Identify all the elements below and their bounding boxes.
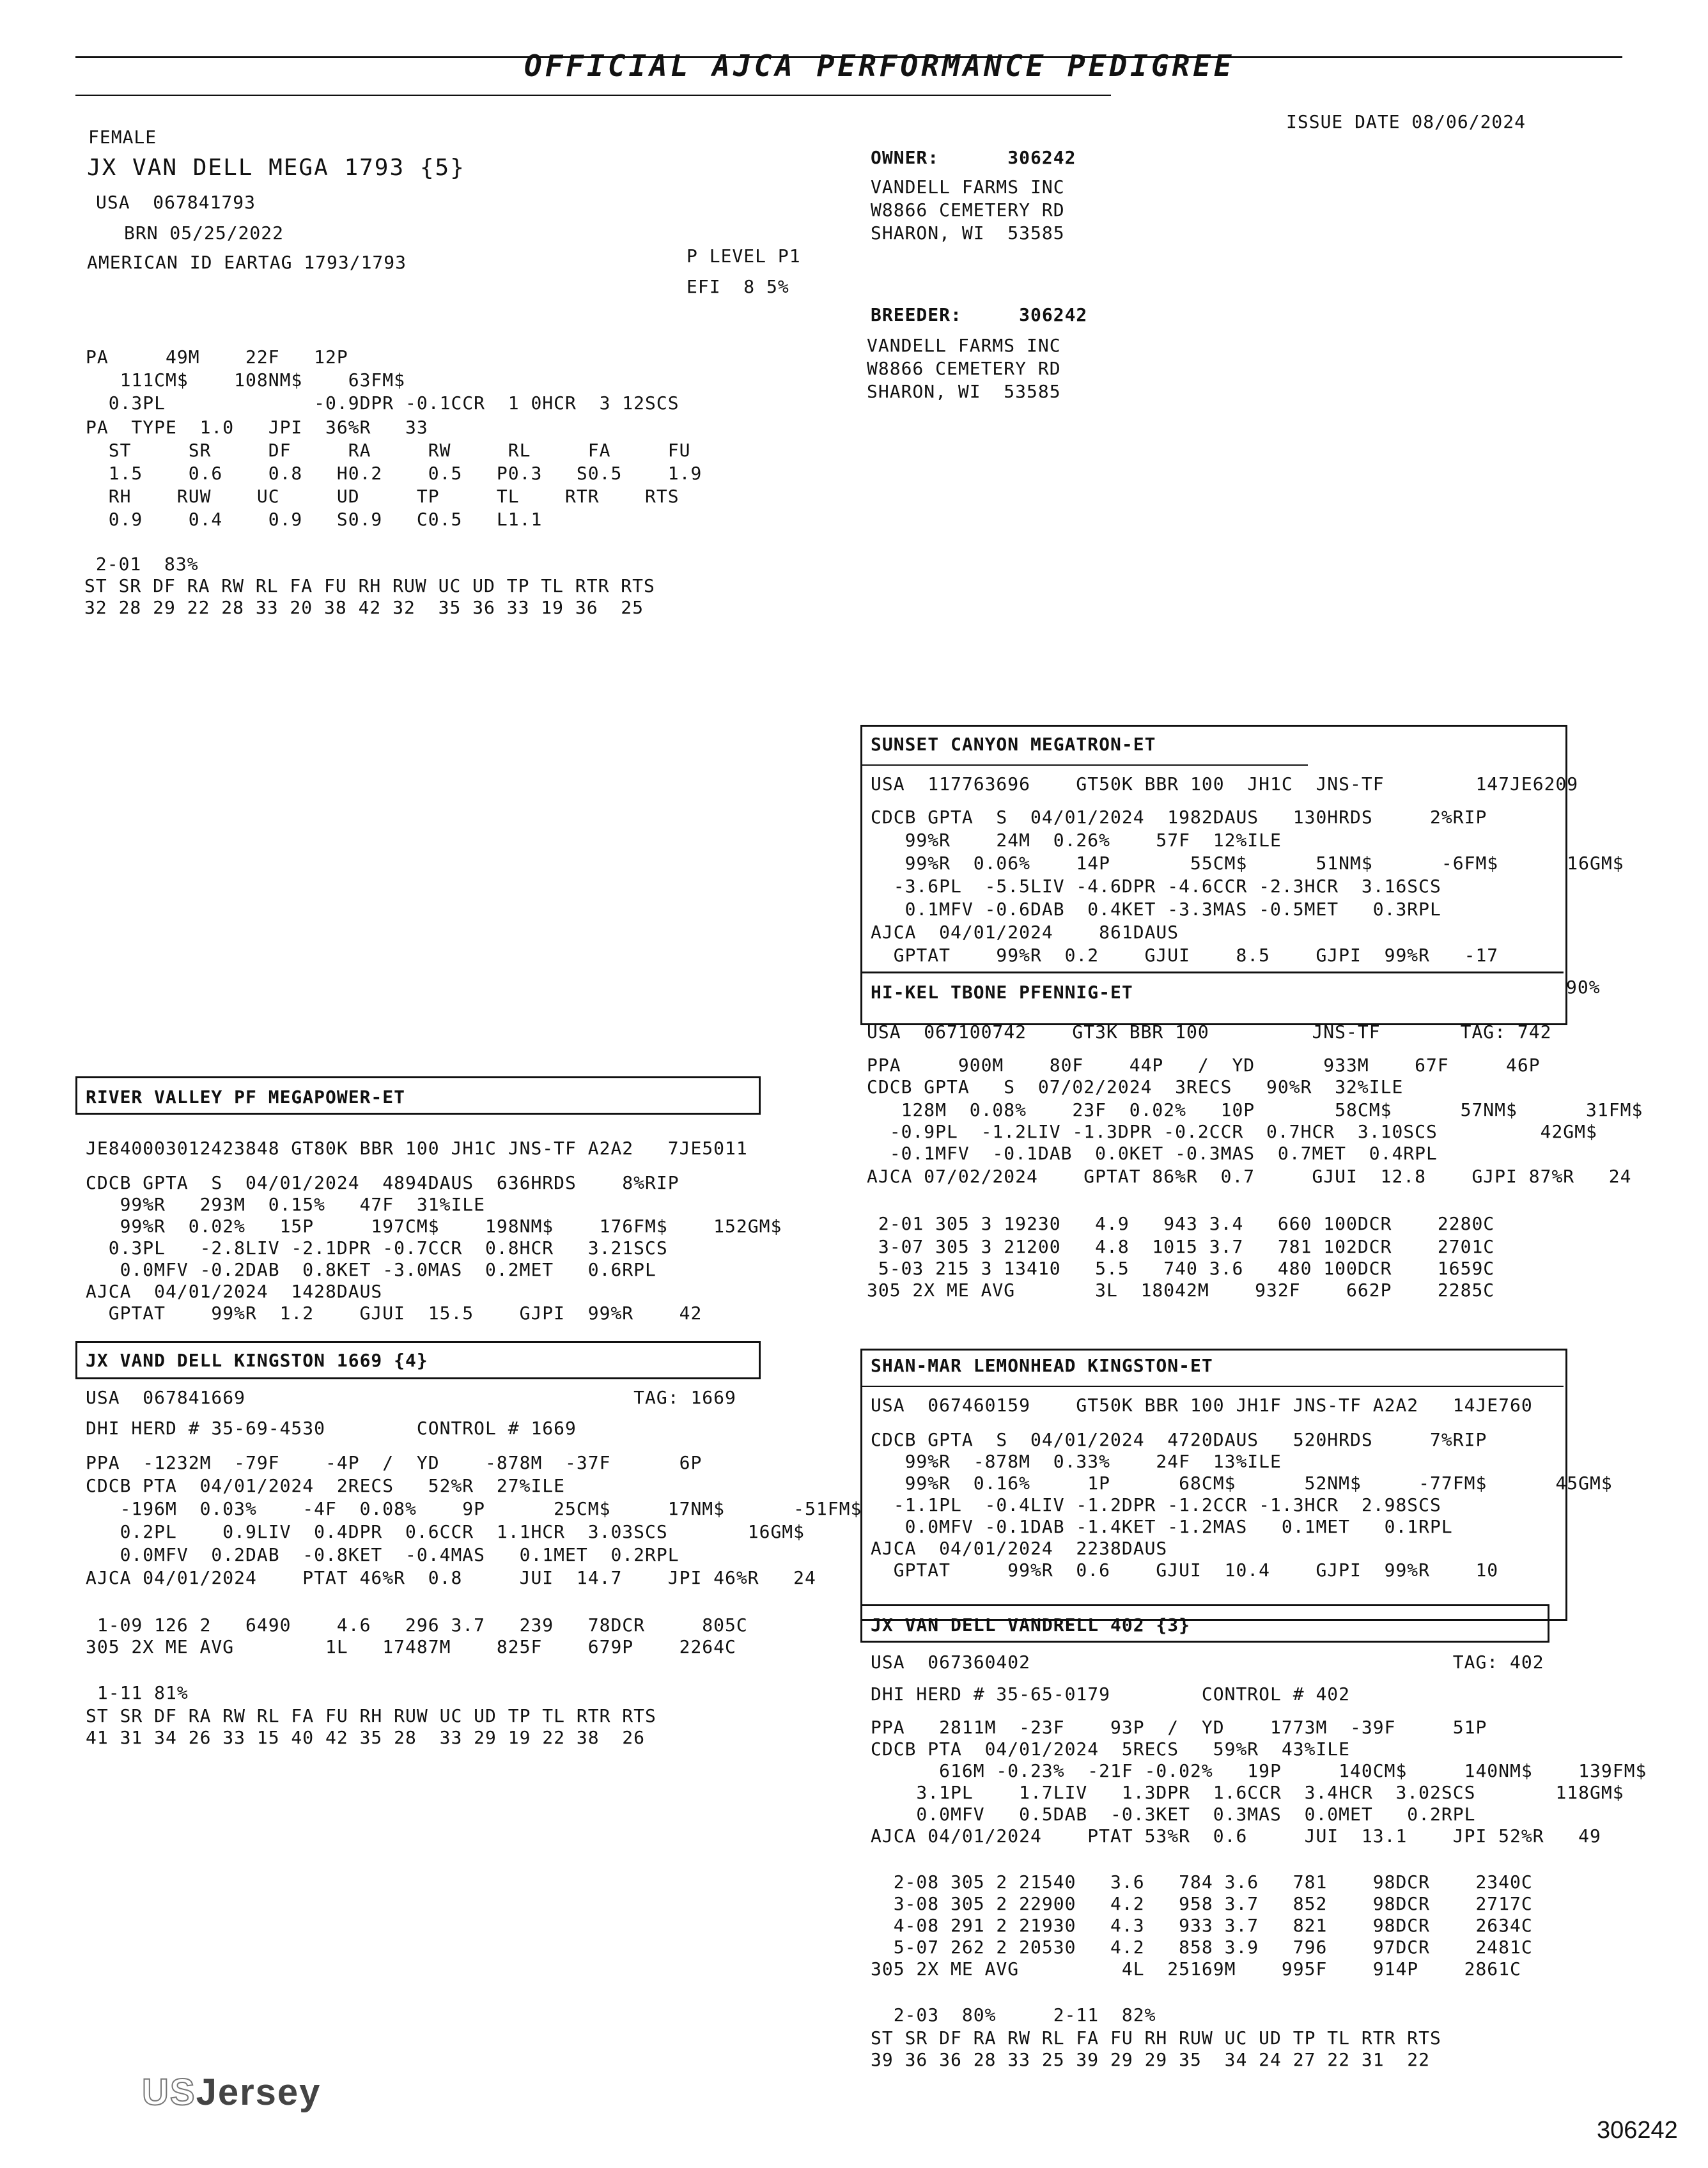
sire-sire-line: GPTAT 99%R 0.2 GJUI 8.5 GJPI 99%R -17 — [871, 945, 1499, 966]
sire-line: 0.0MFV -0.2DAB 0.8KET -3.0MAS 0.2MET 0.6RPL — [86, 1259, 656, 1280]
dam-dam-line: AJCA 04/01/2024 PTAT 53%R 0.6 JUI 13.1 JPI 52%R 49 — [871, 1825, 1601, 1847]
dam-name: JX VAND DELL KINGSTON 1669 {4} — [86, 1350, 428, 1371]
dam-line: -196M 0.03% -4F 0.08% 9P 25CM$ 17NM$ -51FM$ — [86, 1498, 862, 1519]
sire-sire-line: -3.6PL -5.5LIV -4.6DPR -4.6CCR -2.3HCR 3.16SCS — [871, 876, 1441, 897]
dam-dam-line: 0.0MFV 0.5DAB -0.3KET 0.3MAS 0.0MET 0.2RPL — [871, 1804, 1476, 1825]
issue-date: ISSUE DATE 08/06/2024 — [1286, 111, 1526, 132]
dam-line: 1-09 126 2 6490 4.6 296 3.7 239 78DCR 805C — [86, 1614, 748, 1636]
sire-dam-top-rule — [860, 972, 1564, 973]
sire-dam-line: 3-07 305 3 21200 4.8 1015 3.7 781 102DCR 2701C — [867, 1236, 1495, 1257]
sire-dam-line: USA 067100742 GT3K BBR 100 JNS-TF TAG: 742 — [867, 1021, 1552, 1042]
animal-name: JX VAN DELL MEGA 1793 {5} — [87, 155, 465, 181]
owner-line: VANDELL FARMS INC — [871, 176, 1065, 197]
class-line: 2-01 83% — [84, 554, 199, 575]
sire-name: RIVER VALLEY PF MEGAPOWER-ET — [86, 1087, 406, 1108]
sire-dam-line: AJCA 07/02/2024 GPTAT 86%R 0.7 GJUI 12.8 GJPI 87%R 24 — [867, 1166, 1632, 1187]
page-number: 306242 — [1597, 2117, 1678, 2144]
p-level: P LEVEL P1 — [687, 245, 801, 267]
dam-dam-line: ST SR DF RA RW RL FA FU RH RUW UC UD TP TL RTR RTS — [871, 2027, 1441, 2048]
sire-dam-line: 2-01 305 3 19230 4.9 943 3.4 660 100DCR 2280C — [867, 1213, 1495, 1234]
dam-sire-line: USA 067460159 GT50K BBR 100 JH1F JNS-TF A2A2 14JE760 — [871, 1395, 1533, 1416]
dam-sire-line: -1.1PL -0.4LIV -1.2DPR -1.2CCR -1.3HCR 2.98SCS — [871, 1494, 1441, 1515]
sire-sire-line: CDCB GPTA S 04/01/2024 1982DAUS 130HRDS 2%RIP — [871, 807, 1487, 828]
dam-line: AJCA 04/01/2024 PTAT 46%R 0.8 JUI 14.7 JPI 46%R 24 — [86, 1567, 816, 1588]
sire-dam-line: 128M 0.08% 23F 0.02% 10P 58CM$ 57NM$ 31FM$ — [867, 1099, 1643, 1120]
pa-line: 0.3PL -0.9DPR -0.1CCR 1 0HCR 3 12SCS — [86, 392, 679, 414]
dam-dam-line: 2-08 305 2 21540 3.6 784 3.6 781 98DCR 2340C — [871, 1871, 1533, 1893]
animal-eartag: AMERICAN ID EARTAG 1793/1793 — [87, 252, 407, 273]
dam-dam-line: 3.1PL 1.7LIV 1.3DPR 1.6CCR 3.4HCR 3.02SCS 118GM$ — [871, 1782, 1624, 1803]
sire-sire-name-rule — [860, 764, 1308, 766]
sire-sire-line: USA 117763696 GT50K BBR 100 JH1C JNS-TF 147JE6209 — [871, 773, 1579, 794]
dam-line: ST SR DF RA RW RL FA FU RH RUW UC UD TP TL RTR RTS — [86, 1705, 656, 1726]
dam-sire-line: CDCB GPTA S 04/01/2024 4720DAUS 520HRDS 7%RIP — [871, 1429, 1487, 1450]
sire-dam-line: PPA 900M 80F 44P / YD 933M 67F 46P — [867, 1055, 1541, 1076]
dam-dam-line: DHI HERD # 35-65-0179 CONTROL # 402 — [871, 1684, 1351, 1705]
dam-sire-line: 99%R -878M 0.33% 24F 13%ILE — [871, 1451, 1282, 1472]
dam-sire-name-rule — [860, 1386, 1564, 1387]
dam-line: 41 31 34 26 33 15 40 42 35 28 33 29 19 22 38 26 — [86, 1727, 646, 1748]
sire-line: GPTAT 99%R 1.2 GJUI 15.5 GJPI 99%R 42 — [86, 1303, 703, 1324]
title-underline — [75, 95, 1111, 96]
dam-dam-line: 616M -0.23% -21F -0.02% 19P 140CM$ 140NM$ 139FM$ — [871, 1760, 1647, 1781]
dam-sire-line: GPTAT 99%R 0.6 GJUI 10.4 GJPI 99%R 10 — [871, 1560, 1499, 1581]
dam-line: PPA -1232M -79F -4P / YD -878M -37F 6P — [86, 1452, 703, 1473]
dam-sire-name: SHAN-MAR LEMONHEAD KINGSTON-ET — [871, 1355, 1213, 1376]
dam-dam-line: PPA 2811M -23F 93P / YD 1773M -39F 51P — [871, 1717, 1487, 1738]
sire-sire-line: AJCA 04/01/2024 861DAUS — [871, 922, 1179, 943]
dam-line: 0.0MFV 0.2DAB -0.8KET -0.4MAS 0.1MET 0.2RPL — [86, 1544, 679, 1565]
pa-line: PA 49M 22F 12P — [86, 346, 348, 368]
sire-dam-name: HI-KEL TBONE PFENNIG-ET — [871, 982, 1133, 1003]
sire-dam-line: 305 2X ME AVG 3L 18042M 932F 662P 2285C — [867, 1280, 1495, 1301]
document-title: OFFICIAL AJCA PERFORMANCE PEDIGREE — [524, 49, 1235, 83]
dam-sire-line: 99%R 0.16% 1P 68CM$ 52NM$ -77FM$ 45GM$ — [871, 1473, 1613, 1494]
pa-line: RH RUW UC UD TP TL RTR RTS — [86, 486, 679, 507]
sire-dam-line: -0.9PL -1.2LIV -1.3DPR -0.2CCR 0.7HCR 3.10SCS 42GM$ — [867, 1121, 1597, 1142]
dam-dam-line: 5-07 262 2 20530 4.2 858 3.9 796 97DCR 2481C — [871, 1937, 1533, 1958]
sire-dam-line: 5-03 215 3 13410 5.5 740 3.6 480 100DCR 1659C — [867, 1258, 1495, 1279]
sire-line: JE840003012423848 GT80K BBR 100 JH1C JNS-TF A2A2 7JE5011 — [86, 1138, 748, 1159]
sire-line: 99%R 0.02% 15P 197CM$ 198NM$ 176FM$ 152GM$ — [86, 1216, 782, 1237]
sire-dam-line: CDCB GPTA S 07/02/2024 3RECS 90%R 32%ILE — [867, 1076, 1404, 1097]
dam-dam-line: 3-08 305 2 22900 4.2 958 3.7 852 98DCR 2717C — [871, 1893, 1533, 1914]
dam-dam-line: USA 067360402 TAG: 402 — [871, 1652, 1544, 1673]
dam-line: 0.2PL 0.9LIV 0.4DPR 0.6CCR 1.1HCR 3.03SCS 16GM$ — [86, 1521, 805, 1542]
owner-line: W8866 CEMETERY RD — [871, 199, 1065, 221]
pa-line: 1.5 0.6 0.8 H0.2 0.5 P0.3 S0.5 1.9 — [86, 463, 703, 484]
pa-line: ST SR DF RA RW RL FA FU — [86, 440, 691, 461]
sire-sire-name: SUNSET CANYON MEGATRON-ET — [871, 734, 1156, 755]
class-line: ST SR DF RA RW RL FA FU RH RUW UC UD TP TL RTR RTS — [84, 575, 655, 596]
sire-dam-line: -0.1MFV -0.1DAB 0.0KET -0.3MAS 0.7MET 0.4RPL — [867, 1143, 1438, 1164]
breeder-line: W8866 CEMETERY RD — [867, 358, 1061, 379]
dam-line: USA 067841669 TAG: 1669 — [86, 1387, 736, 1408]
animal-birth-date: BRN 05/25/2022 — [124, 222, 284, 244]
owner-label: OWNER: 306242 — [871, 147, 1076, 168]
animal-registration: USA 067841793 — [96, 192, 256, 213]
dam-line: CDCB PTA 04/01/2024 2RECS 52%R 27%ILE — [86, 1475, 566, 1496]
pa-line: 111CM$ 108NM$ 63FM$ — [86, 369, 406, 391]
sire-line: 99%R 293M 0.15% 47F 31%ILE — [86, 1194, 486, 1215]
dam-sire-line: 0.0MFV -0.1DAB -1.4KET -1.2MAS 0.1MET 0.1RPL — [871, 1516, 1453, 1537]
sire-line: CDCB GPTA S 04/01/2024 4894DAUS 636HRDS 8%RIP — [86, 1172, 679, 1193]
sire-line: AJCA 04/01/2024 1428DAUS — [86, 1281, 383, 1302]
sire-line: 0.3PL -2.8LIV -2.1DPR -0.7CCR 0.8HCR 3.21SCS — [86, 1237, 668, 1258]
sire-sire-line: 0.1MFV -0.6DAB 0.4KET -3.3MAS -0.5MET 0.3RPL — [871, 899, 1441, 920]
efi: EFI 8 5% — [687, 276, 789, 297]
dam-dam-line: 4-08 291 2 21930 4.3 933 3.7 821 98DCR 2634C — [871, 1915, 1533, 1936]
pa-line: 0.9 0.4 0.9 S0.9 C0.5 L1.1 — [86, 509, 543, 530]
breeder-line: SHARON, WI 53585 — [867, 381, 1061, 402]
dam-line: 1-11 81% — [86, 1682, 189, 1703]
breeder-line: VANDELL FARMS INC — [867, 335, 1061, 356]
dam-dam-name: JX VAN DELL VANDRELL 402 {3} — [871, 1614, 1191, 1636]
dam-sire-line: AJCA 04/01/2024 2238DAUS — [871, 1538, 1168, 1559]
logo-us: US — [142, 2071, 196, 2113]
dam-dam-line: CDCB PTA 04/01/2024 5RECS 59%R 43%ILE — [871, 1738, 1351, 1760]
pa-line: PA TYPE 1.0 JPI 36%R 33 — [86, 417, 428, 438]
class-line: 32 28 29 22 28 33 20 38 42 32 35 36 33 19 36 25 — [84, 597, 644, 618]
dam-dam-line: 39 36 36 28 33 25 39 29 29 35 34 24 27 22 31 22 — [871, 2049, 1431, 2070]
dam-dam-line: 2-03 80% 2-11 82% — [871, 2004, 1156, 2025]
usjersey-logo — [142, 2071, 321, 2114]
dam-dam-line: 305 2X ME AVG 4L 25169M 995F 914P 2861C — [871, 1958, 1521, 1979]
sire-dam-pct: 90% — [1566, 977, 1601, 998]
dam-line: DHI HERD # 35-69-4530 CONTROL # 1669 — [86, 1418, 577, 1439]
dam-line: 305 2X ME AVG 1L 17487M 825F 679P 2264C — [86, 1636, 736, 1657]
owner-line: SHARON, WI 53585 — [871, 222, 1065, 244]
logo-jersey: Jersey — [196, 2071, 322, 2113]
sire-sire-line: 99%R 24M 0.26% 57F 12%ILE — [871, 830, 1282, 851]
animal-sex: FEMALE — [88, 127, 157, 148]
breeder-label: BREEDER: 306242 — [871, 304, 1088, 325]
sire-sire-line: 99%R 0.06% 14P 55CM$ 51NM$ -6FM$ 16GM$ — [871, 853, 1624, 874]
